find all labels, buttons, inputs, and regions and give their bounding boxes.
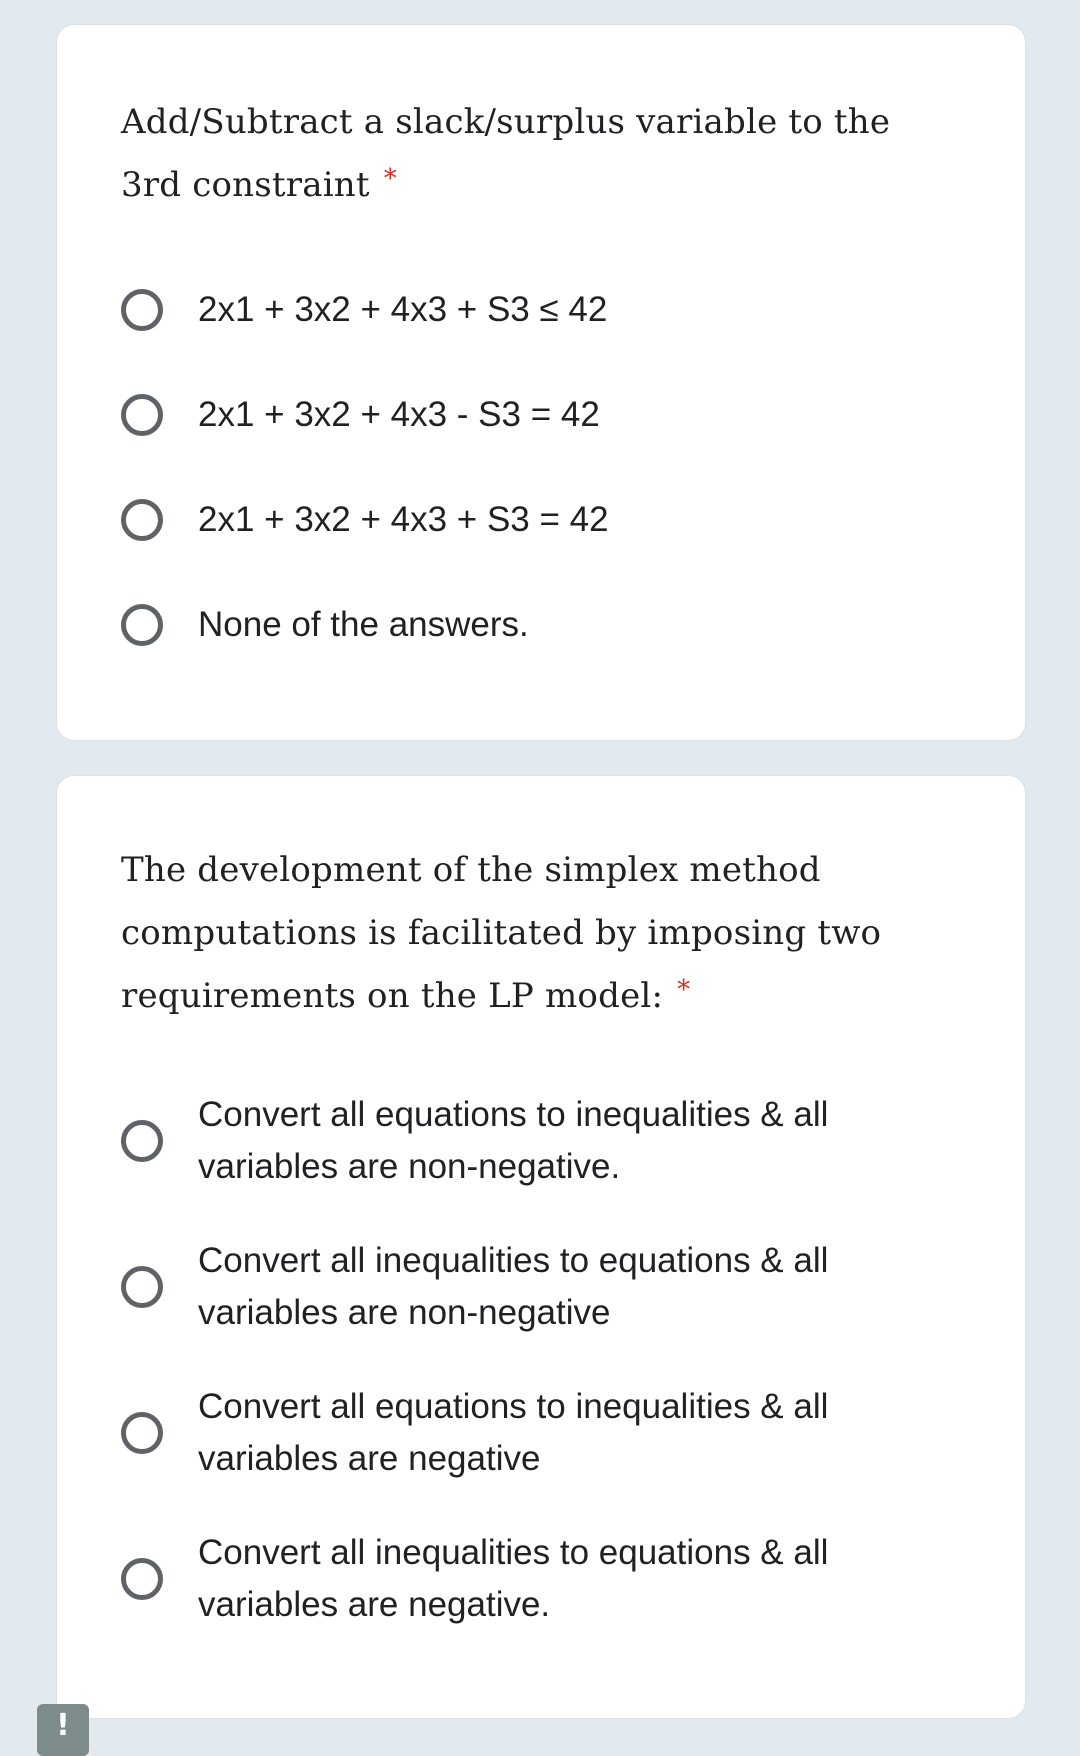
radio-option[interactable] [121,1235,981,1339]
option-label: None of the answers. [198,605,529,644]
radio-button[interactable] [121,1120,163,1162]
radio-button[interactable] [121,394,163,436]
report-button[interactable] [37,1704,89,1756]
radio-option[interactable] [121,1089,981,1193]
question-title [121,91,961,217]
radio-option[interactable] [121,599,981,651]
question-text: The development of the simplex method computations is facilitated by imposing two requirements on the LP model: [121,850,882,1016]
option-label: Convert all inequalities to equations & all variables are non-negative [198,1241,829,1332]
option-label: Convert all equations to inequalities & all variables are non-negative. [198,1095,829,1186]
radio-option[interactable] [121,1527,981,1631]
question-card [56,775,1026,1719]
radio-button[interactable] [121,499,163,541]
radio-option[interactable] [121,284,981,336]
option-label: 2x1 + 3x2 + 4x3 - S3 = 42 [198,395,600,434]
radio-button[interactable] [121,1412,163,1454]
required-asterisk: * [383,164,397,194]
required-asterisk: * [677,975,691,1005]
option-label: 2x1 + 3x2 + 4x3 + S3 ≤ 42 [198,290,608,329]
radio-option[interactable] [121,389,981,441]
radio-button[interactable] [121,1266,163,1308]
radio-button[interactable] [121,604,163,646]
radio-option[interactable] [121,1381,981,1485]
radio-button[interactable] [121,1558,163,1600]
question-card [56,24,1026,741]
question-title [121,839,961,1028]
option-label: Convert all equations to inequalities & all variables are negative [198,1387,829,1478]
radio-button[interactable] [121,289,163,331]
option-label: Convert all inequalities to equations & all variables are negative. [198,1533,829,1624]
radio-option[interactable] [121,494,981,546]
exclamation-icon: ! [56,1708,70,1743]
question-text: Add/Subtract a slack/surplus variable to the 3rd constraint [121,102,891,205]
option-label: 2x1 + 3x2 + 4x3 + S3 = 42 [198,500,609,539]
